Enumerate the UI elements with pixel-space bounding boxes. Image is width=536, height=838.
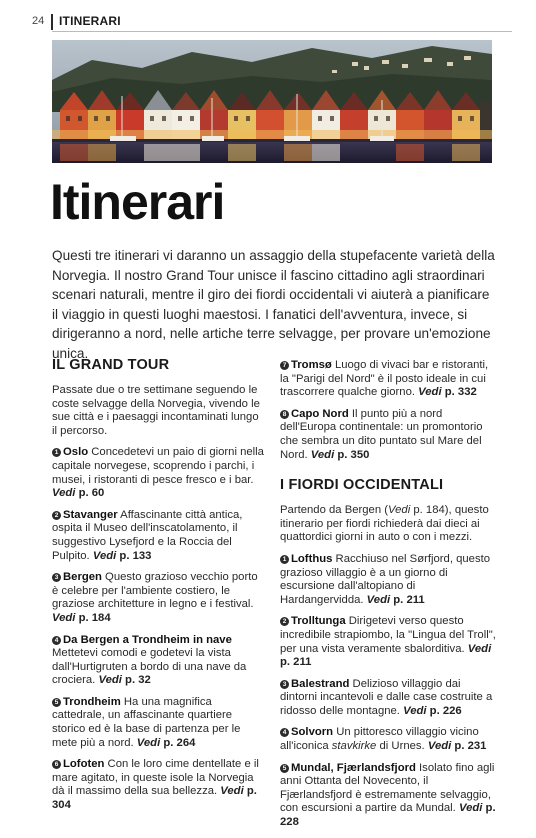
stop-number-badge: 7 [280, 361, 289, 370]
stop-description: Luogo di vivaci bar e ristoranti, la "Parigi del Nord" è il posto ideale in cui trascorrere qualche giorno. [280, 359, 489, 399]
stop-description: Affascinante città antica, ospita il Museo dell'inscatolamento, il suggestivo Lysefjord e la Roccia del Pulpito. [52, 508, 243, 562]
grand-tour-heading: IL GRAND TOUR [52, 357, 170, 373]
stop-name: Capo Nord [291, 407, 349, 420]
stop-name: Balestrand [291, 677, 350, 690]
stop-number-badge: 2 [280, 617, 289, 626]
fjords-intro: Partendo da Bergen (Vedi p. 184), questo itinerario per fiordi richiederà dai dieci ai quattordici giorni in auto o con i mezzi. [280, 504, 489, 544]
page-number: 24 [32, 15, 45, 27]
page-reference: Vedi p. 32 [98, 674, 151, 687]
stop-number-badge: 8 [280, 410, 289, 419]
itinerary-stop [280, 359, 500, 400]
stop-description: Questo grazioso vecchio porto è celebre per l'ambiente costiero, le graziose architetture in legno e i festival. [52, 571, 258, 611]
page-reference: Vedi p. 304 [52, 785, 257, 812]
stop-number-badge: 4 [280, 728, 289, 737]
stop-number-badge: 3 [280, 680, 289, 689]
stop-name: Bergen [63, 571, 102, 584]
itinerary-stop [52, 634, 264, 688]
itinerary-stop [52, 446, 264, 500]
stop-name: Trondheim [63, 695, 121, 708]
page-reference: Vedi p. 231 [427, 740, 487, 753]
page-reference: Vedi p. 60 [52, 487, 105, 500]
stop-number-badge: 5 [52, 698, 61, 707]
stop-description: Ha una magnifica cattedrale, un affascinante quartiere storico ed è la base di partenza per le mete più a nord. [52, 695, 241, 749]
stop-name: Lofthus [291, 552, 333, 565]
stop-description: Racchiuso nel Sørfjord, questo grazioso villaggio è a un giorno di escursione dall'altopiano di Hardangervidda. [280, 552, 491, 606]
stop-description: Il punto più a nord dell'Europa continentale: un promontorio che sembra un dito puntato sul Mare del Nord. [280, 407, 483, 461]
page-reference: Vedi p. 264 [136, 736, 196, 749]
running-header [22, 12, 512, 32]
itinerary-stop [280, 615, 500, 669]
stop-number-badge: 1 [280, 555, 289, 564]
intro-paragraph: Questi tre itinerari vi daranno un assaggio della stupefacente varietà della Norvegia. Il nostro Grand Tour unisce il fascino cittadino agli straordinari scenari naturali, mentre il giro dei fiordi occidentali vi aiuterà a pianificare il viaggio in questi luoghi maestosi. I fanatici dell'avventura, invece, si dirigeranno a nord, nelle artiche terre selvagge, per provare un'emozione unica. [52, 248, 495, 361]
stop-description: Dirigetevi verso questo incredibile strapiombo, la "Lingua del Troll", per una vista veramente sbalorditiva. [280, 615, 496, 655]
grand-tour-intro: Passate due o tre settimane seguendo le coste selvagge della Norvegia, vivendo le sue città e i paesaggi incontaminati lungo il percorso. [52, 384, 260, 437]
stop-number-badge: 6 [52, 760, 61, 769]
itinerary-stop [52, 509, 264, 563]
page-reference: Vedi p. 228 [280, 802, 496, 829]
section-title: ITINERARI [59, 14, 121, 28]
stop-description: Con le loro cime dentellate e il mare agitato, in queste isole la Norvegia dà il massimo della sua bellezza. [52, 758, 259, 798]
itinerary-stop [52, 758, 264, 812]
itinerary-stop: 4 Solvorn Un pittoresco villaggio vicino all'iconica stavkirke di Urnes. Vedi p. 231 [280, 726, 487, 753]
stop-description: Un pittoresco villaggio vicino all'iconica [280, 726, 479, 753]
itinerary-stop [52, 571, 264, 625]
itinerary-stop [280, 553, 500, 607]
stop-number-badge: 3 [52, 573, 61, 582]
stop-number-badge: 1 [52, 448, 61, 457]
page-reference: Vedi p. 226 [403, 704, 462, 717]
stop-number-badge: 5 [280, 764, 289, 773]
header-divider [51, 14, 53, 30]
stop-description: Isolato fino agli anni Ottanta del Novecento, il Fjærlandsfjord è estremamente selvaggio, con escursioni a partire da Mundal. [280, 761, 495, 815]
page-reference: Vedi p. 350 [310, 448, 370, 461]
stop-name: Trolltunga [291, 615, 346, 628]
itinerary-stop [52, 696, 264, 750]
stop-name: Oslo [63, 446, 89, 459]
stop-name: Mundal, Fjærlandsfjord [291, 761, 416, 774]
stop-name: Lofoten [63, 758, 105, 771]
page-reference: Vedi p. 332 [418, 386, 477, 399]
header-rule [52, 31, 512, 32]
stop-number-badge: 2 [52, 511, 61, 520]
page-title: Itinerari [50, 174, 225, 230]
stop-description: Concedetevi un paio di giorni nella capitale norvegese, scoprendo i parchi, i musei, i ristoranti di pesce fresco e i bar. [52, 446, 264, 486]
stop-number-badge: 4 [52, 636, 61, 645]
itinerary-stop [280, 678, 500, 719]
stop-description: Mettetevi comodi e godetevi la vista dall'Hurtigruten a bordo di una nave da crociera. [52, 647, 247, 687]
stop-name: Solvorn [291, 726, 334, 739]
right-column [280, 359, 500, 838]
stop-italic-term: stavkirke [331, 740, 377, 753]
bergen-harbour-photo [52, 40, 492, 163]
page-reference: Vedi p. 184 [52, 611, 111, 624]
grand-tour-column [52, 356, 264, 821]
stop-name: Tromsø [291, 359, 332, 371]
fjords-heading: I FIORDI OCCIDENTALI [280, 477, 444, 494]
itinerary-stop [280, 408, 500, 462]
page-reference: Vedi p. 211 [280, 642, 492, 669]
itinerary-stop [280, 762, 500, 830]
page-reference: Vedi p. 211 [366, 593, 425, 606]
page-reference: Vedi p. 133 [92, 549, 152, 562]
stop-description: Delizioso villaggio dai dintorni incantevoli e dalle case costruite a ridosso delle montagne. [280, 677, 493, 717]
stop-name: Stavanger [63, 508, 118, 521]
stop-name: Da Bergen a Trondheim in nave [63, 633, 232, 646]
